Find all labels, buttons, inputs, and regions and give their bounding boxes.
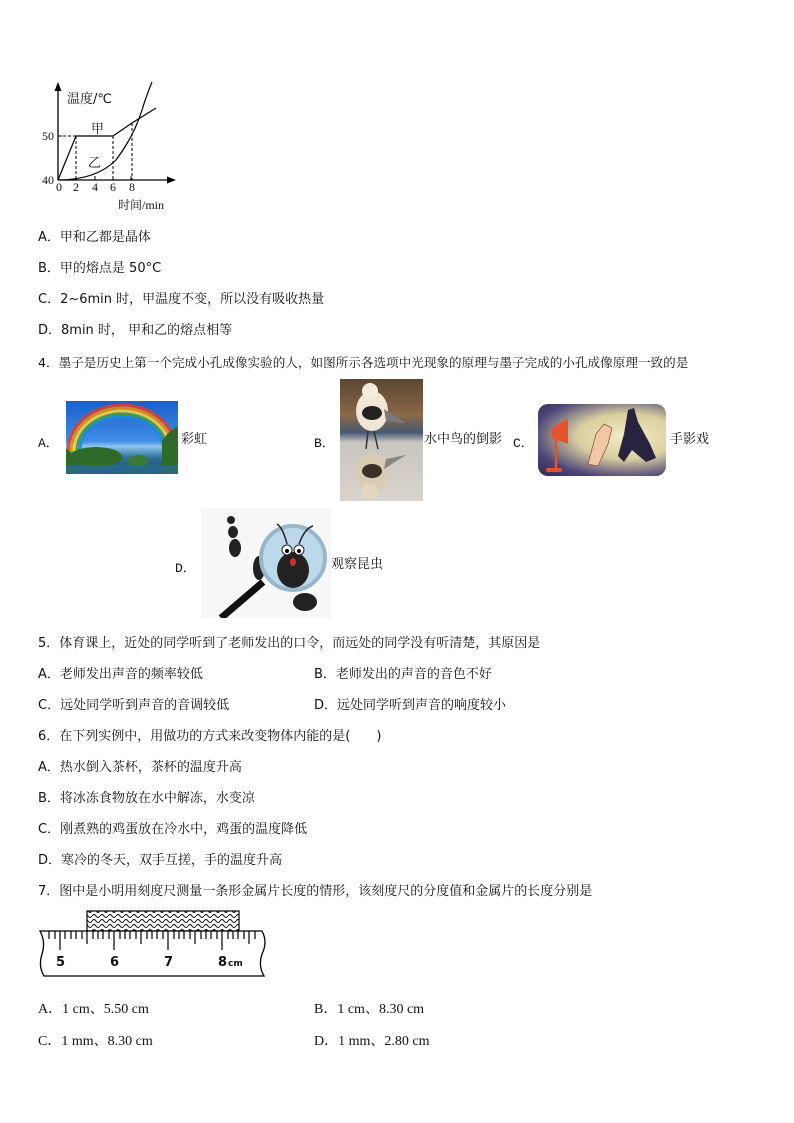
- y-axis-label: 温度/℃: [67, 92, 112, 107]
- option-text: 甲和乙都是晶体: [59, 230, 151, 245]
- option-text: 将冰冻食物放在水中解冻，水变凉: [59, 791, 255, 806]
- q3-option-c[interactable]: [38, 292, 324, 308]
- q6-option-c[interactable]: [38, 822, 307, 838]
- option-text: 1 cm、5.50 cm: [62, 1002, 149, 1017]
- option-letter: B．: [38, 791, 60, 806]
- y-tick-50: 50: [42, 129, 54, 143]
- ruler-label-8: 8: [218, 955, 228, 970]
- hand-shadow-illustration[interactable]: [538, 404, 666, 476]
- ruler-unit: cm: [228, 959, 243, 969]
- ruler-label-7: 7: [164, 955, 174, 970]
- q6-stem: 6．在下列实例中，用做功的方式来改变物体内能的是( ): [38, 729, 382, 744]
- q5-option-a[interactable]: [38, 667, 203, 683]
- q5-option-d[interactable]: [314, 698, 506, 714]
- x-tick-4: 4: [92, 180, 98, 194]
- option-letter: D．: [38, 853, 62, 868]
- option-text: 寒冷的冬天，双手互搓，手的温度升高: [61, 853, 283, 868]
- temperature-time-graph: [36, 76, 186, 216]
- bird-reflection-photo[interactable]: [340, 379, 423, 501]
- option-letter: C．: [38, 698, 61, 713]
- q6-option-b[interactable]: [38, 791, 255, 807]
- option-text: 1 cm、8.30 cm: [337, 1002, 425, 1017]
- q4-stem: 4．墨子是历史上第一个完成小孔成像实验的人，如图所示各选项中光现象的原理与墨子完成的小孔成像原理一致的是: [38, 355, 689, 370]
- q7-option-a[interactable]: [38, 998, 149, 1018]
- option-letter: B．: [38, 261, 60, 276]
- option-text: 老师发出声音的频率较低: [59, 667, 203, 682]
- option-text: 热水倒入茶杯，茶杯的温度升高: [59, 760, 242, 775]
- bird-icon: [340, 379, 423, 501]
- q7-option-c[interactable]: [38, 1030, 153, 1050]
- ruler-with-metal-strip: [36, 908, 272, 980]
- option-letter: A．: [38, 230, 60, 245]
- q3-option-d[interactable]: [38, 323, 232, 339]
- option-letter: D．: [314, 1034, 339, 1049]
- option-letter: A．: [38, 1002, 63, 1017]
- q4-option-d-caption: 观察昆虫: [331, 557, 384, 572]
- q4-option-a-letter: A．: [38, 436, 59, 451]
- option-letter: A．: [38, 760, 60, 775]
- x-tick-8: 8: [129, 180, 135, 194]
- ruler-label-5: 5: [56, 955, 66, 970]
- q3-option-b[interactable]: [38, 261, 161, 277]
- option-text: 远处同学听到声音的响度较小: [337, 698, 507, 713]
- magnifier-ant-icon: [201, 508, 331, 618]
- q6-option-d[interactable]: [38, 853, 282, 869]
- q3-option-a[interactable]: [38, 230, 151, 246]
- option-letter: C．: [38, 292, 61, 307]
- option-text: 老师发出的声音的音色不好: [335, 667, 492, 682]
- q4-option-b-letter: B．: [314, 436, 335, 451]
- q5-option-b[interactable]: [314, 667, 492, 683]
- ruler-label-6: 6: [110, 955, 120, 970]
- x-tick-6: 6: [110, 180, 116, 194]
- x-tick-2: 2: [73, 180, 79, 194]
- curve-label-jia: 甲: [91, 122, 105, 137]
- option-letter: C．: [38, 1034, 62, 1049]
- option-text: 远处同学听到声音的音调较低: [60, 698, 230, 713]
- curve-label-yi: 乙: [88, 156, 102, 171]
- option-text: 1 mm、8.30 cm: [61, 1034, 153, 1049]
- q6-option-a[interactable]: [38, 760, 242, 776]
- option-letter: B．: [314, 1002, 338, 1017]
- q7-option-b[interactable]: [314, 998, 424, 1018]
- x-tick-0: 0: [56, 180, 62, 194]
- q7-option-d[interactable]: [314, 1030, 430, 1050]
- rainbow-photo[interactable]: [66, 401, 178, 474]
- option-text: 甲的熔点是 50°C: [59, 261, 162, 276]
- q4-option-c-letter: C．: [513, 436, 534, 451]
- ruler-figure: [36, 908, 272, 980]
- q4-option-d-letter: D．: [175, 561, 196, 576]
- option-text: 2~6min 时，甲温度不变，所以没有吸收热量: [60, 292, 325, 307]
- option-letter: D．: [38, 323, 62, 338]
- option-text: 1 mm、2.80 cm: [338, 1034, 430, 1049]
- option-letter: C．: [38, 822, 61, 837]
- q5-stem: 5．体育课上，近处的同学听到了老师发出的口令，而远处的同学没有听清楚，其原因是: [38, 636, 541, 651]
- rainbow-icon: [66, 401, 178, 474]
- magnifier-insect-illustration[interactable]: [201, 508, 331, 618]
- lamp-hand-shadow-icon: [538, 404, 666, 476]
- option-text: 刚煮熟的鸡蛋放在冷水中，鸡蛋的温度降低: [60, 822, 308, 837]
- option-letter: D．: [314, 698, 338, 713]
- q4-option-a-caption: 彩虹: [181, 432, 208, 447]
- option-letter: A．: [38, 667, 60, 682]
- option-text: 8min 时， 甲和乙的熔点相等: [61, 323, 233, 338]
- x-axis-label: 时间/min: [118, 198, 165, 212]
- q5-option-c[interactable]: [38, 698, 229, 714]
- q4-option-b-caption: 水中鸟的倒影: [424, 432, 503, 447]
- q7-stem: 7．图中是小明用刻度尺测量一条形金属片长度的情形，该刻度尺的分度值和金属片的长度分别是: [38, 884, 593, 899]
- y-tick-40: 40: [42, 173, 54, 187]
- q4-option-c-caption: 手影戏: [670, 432, 710, 447]
- option-letter: B．: [314, 667, 336, 682]
